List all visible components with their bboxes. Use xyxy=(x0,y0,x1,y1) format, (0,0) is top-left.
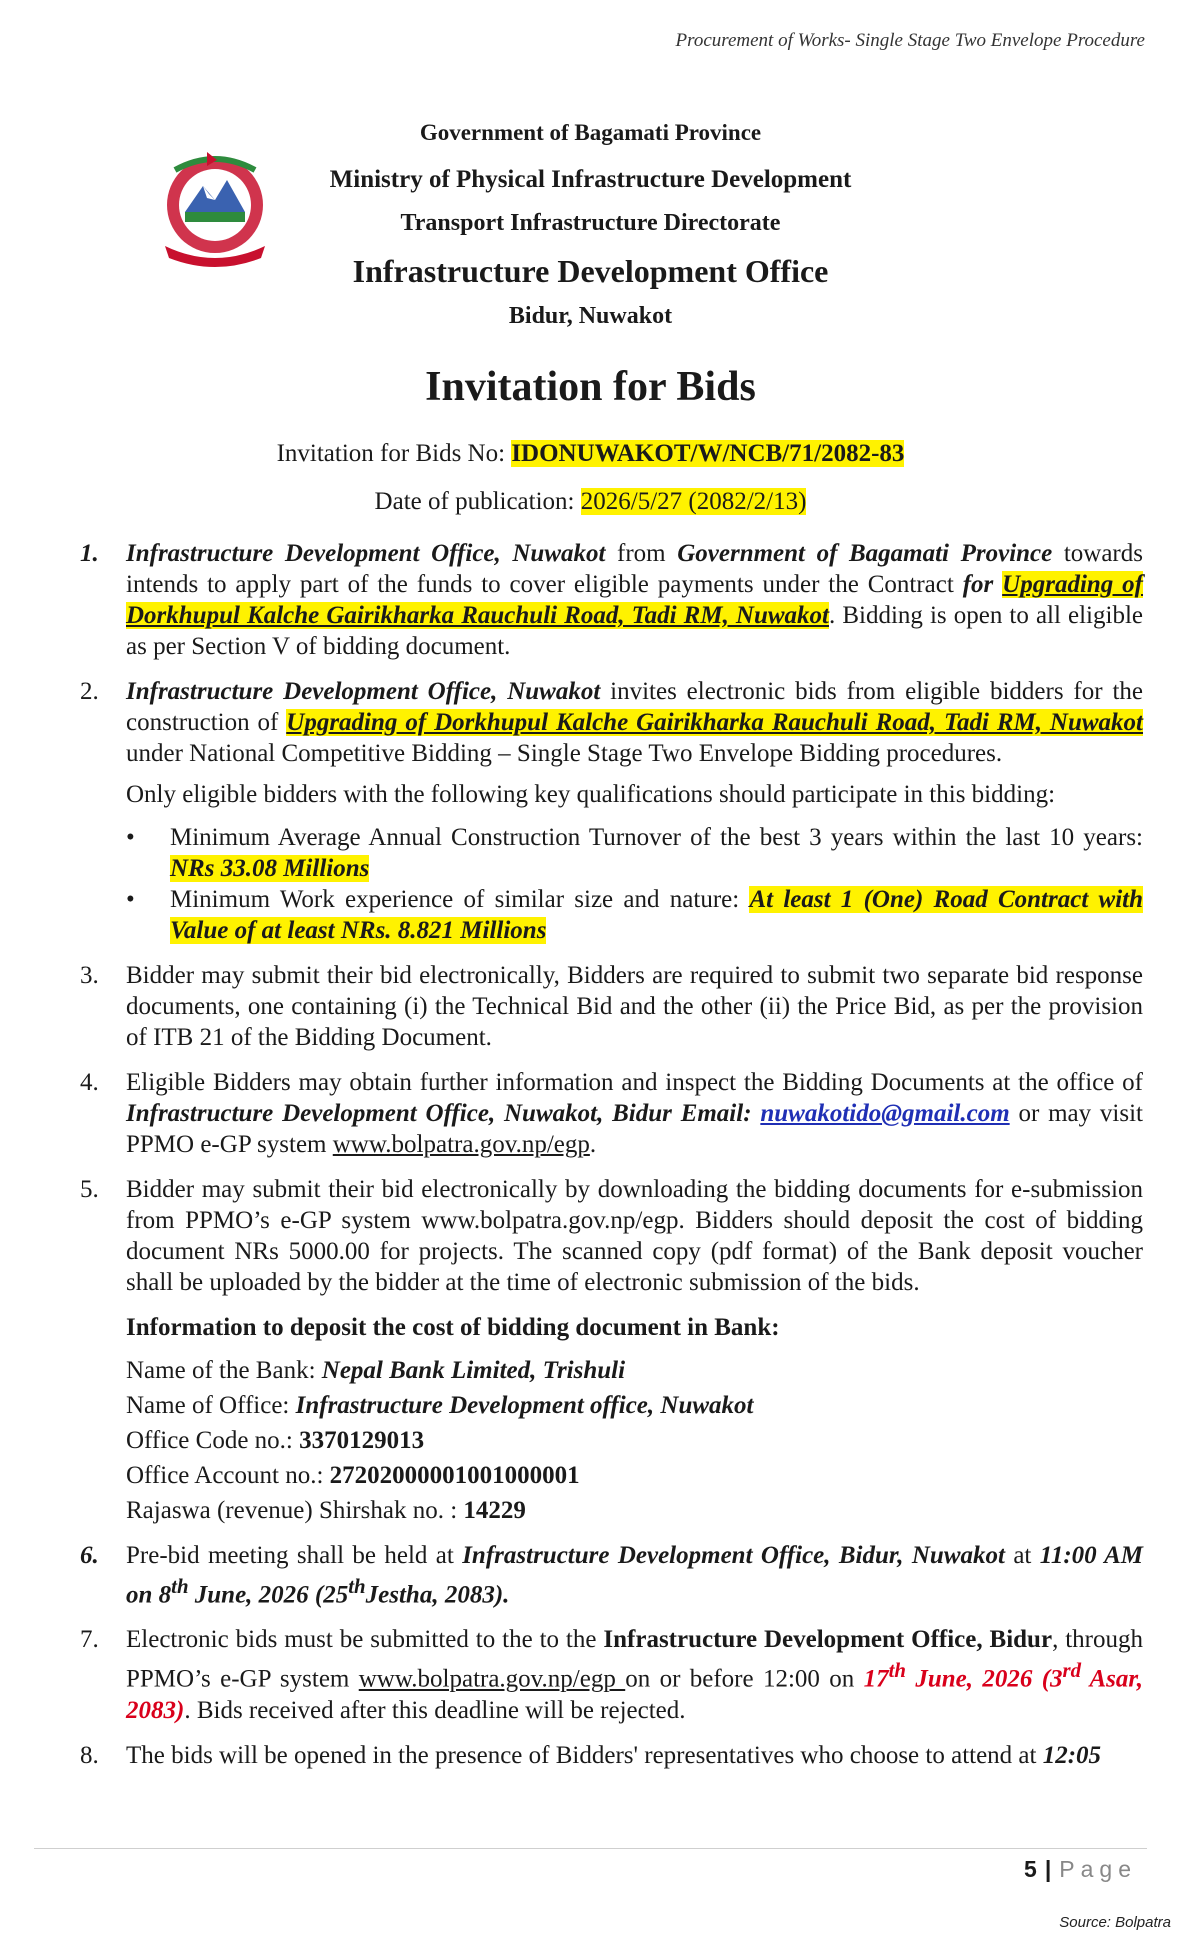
page-number xyxy=(1024,1856,1137,1883)
office-name-value: Infrastructure Development office, Nuwakot xyxy=(295,1392,754,1419)
revenue-value: 14229 xyxy=(463,1497,526,1524)
clause-text: under National Competitive Bidding – Single Stage Two Envelope Bidding procedures. xyxy=(126,740,1003,767)
account-label: Office Account no.: xyxy=(126,1462,330,1489)
qualification-list xyxy=(80,822,1143,946)
revenue-label: Rajaswa (revenue) Shirshak no. : xyxy=(126,1497,464,1524)
clause-7 xyxy=(80,1624,1143,1725)
clause-text: Bidder may submit their bid electronically, Bidders are required to submit two separate bid response documents, one containing (i) the Technical Bid and the other (ii) the Price Bid, as per the provision of ITB 21 of the Bidding Document. xyxy=(126,962,1143,1051)
clause-text: . Bidding is open to all eligible as per Section V of bidding document. xyxy=(126,602,1143,660)
bullet-icon: • xyxy=(126,886,135,913)
revenue-row xyxy=(80,1493,1143,1528)
clause-text: for xyxy=(962,571,1003,598)
clause-3 xyxy=(80,960,1143,1053)
deadline-day: 17 xyxy=(863,1665,889,1693)
clause-number: 4. xyxy=(80,1069,99,1096)
clause-2 xyxy=(80,676,1143,769)
clause-6 xyxy=(80,1540,1143,1610)
account-row xyxy=(80,1458,1143,1493)
ordinal-suffix: th xyxy=(348,1574,366,1598)
bid-conditions xyxy=(80,538,1143,1785)
deadline-date-bs: Asar, 2083) xyxy=(126,1665,1143,1724)
office-name-row xyxy=(80,1388,1143,1423)
clause-number: 5. xyxy=(80,1176,99,1203)
ordinal-suffix: th xyxy=(171,1574,189,1598)
clause-text: from xyxy=(605,540,678,567)
office-code-label: Office Code no.: xyxy=(126,1427,300,1454)
opening-time: 12:05 xyxy=(1042,1741,1102,1769)
page-word: Page xyxy=(1059,1856,1137,1882)
ifb-number-label: Invitation for Bids No: xyxy=(276,440,512,467)
clause-text: , through PPMO’s e-GP system xyxy=(126,1626,1143,1693)
clause-text: or may visit PPMO e-GP system xyxy=(126,1100,1144,1158)
office-contact: Infrastructure Development Office, Nuwakot, Bidur Email: xyxy=(126,1100,761,1127)
meeting-date: June, 2026 (25 xyxy=(188,1581,349,1609)
clause-text: . Bids received after this deadline will be rejected. xyxy=(184,1696,686,1724)
office-name-label: Name of Office: xyxy=(126,1392,296,1419)
clause-number: 8. xyxy=(80,1741,99,1769)
employer-name: Infrastructure Development Office, Nuwakot xyxy=(126,678,601,705)
clause-text: The bids will be opened in the presence of Bidders' representatives who choose to attend at xyxy=(126,1741,1043,1769)
list-item xyxy=(126,884,1143,946)
list-item xyxy=(126,822,1143,884)
letterhead-directorate: Transport Infrastructure Directorate xyxy=(400,210,781,236)
ordinal-suffix: th xyxy=(888,1658,906,1683)
clause-text: on or before 12:00 on xyxy=(625,1665,864,1693)
meeting-date-bs: Jestha, 2083). xyxy=(365,1581,510,1609)
bank-info xyxy=(80,1353,1143,1528)
qualification-text: Minimum Average Annual Construction Turnover of the best 3 years within the last 10 years: xyxy=(170,824,1143,851)
government-name: Government of Bagamati Province xyxy=(677,540,1053,567)
bullet-icon: • xyxy=(126,824,135,851)
letterhead-government: Government of Bagamati Province xyxy=(419,120,762,145)
turnover-value: NRs 33.08 Millions xyxy=(170,855,370,882)
letterhead-location: Bidur, Nuwakot xyxy=(508,303,673,329)
clause-text: Eligible Bidders may obtain further information and inspect the Bidding Documents at the office of xyxy=(126,1069,1143,1096)
meeting-venue: Infrastructure Development Office, Bidur, Nuwakot xyxy=(462,1542,1005,1569)
clause-text: Electronic bids must be submitted to the to the xyxy=(126,1626,604,1654)
publication-date-line xyxy=(0,488,1181,516)
qualification-intro: Only eligible bidders with the following key qualifications should participate in this bidding: xyxy=(126,781,1056,808)
clause-number: 6. xyxy=(80,1542,99,1569)
account-value: 27202000001001000001 xyxy=(329,1462,580,1489)
email-link[interactable]: nuwakotido@gmail.com xyxy=(760,1100,1010,1127)
office-code-row xyxy=(80,1423,1143,1458)
submission-office: Infrastructure Development Office, Bidur xyxy=(603,1626,1053,1654)
clause-number: 3. xyxy=(80,962,99,989)
letterhead-office: Infrastructure Development Office xyxy=(352,253,829,289)
egp-link[interactable]: www.bolpatra.gov.np/egp xyxy=(332,1131,590,1158)
meeting-time: 11:00 AM on 8 xyxy=(126,1542,1144,1609)
page-title: Invitation for Bids xyxy=(425,364,756,410)
clause-text: Pre-bid meeting shall be held at xyxy=(126,1542,463,1569)
clause-text: towards intends to apply part of the funds to cover eligible payments under the Contract xyxy=(126,540,1143,598)
qualification-text: Minimum Work experience of similar size and nature: xyxy=(170,886,750,913)
clause-number: 1. xyxy=(80,540,99,567)
clause-text: Bidder may submit their bid electronically by downloading the bidding documents for e-submission from PPMO’s e-GP system www.bolpatra.gov.np/egp. Bidders should deposit the cost of bidding document NRs 5000.00 for projects. The scanned copy (pdf format) of the Bank deposit voucher shall be uploaded by the bidder at the time of electronic submission of the bids. xyxy=(126,1176,1143,1296)
ifb-number-line xyxy=(0,440,1181,468)
bank-name-value: Nepal Bank Limited, Trishuli xyxy=(321,1357,626,1384)
employer-name: Infrastructure Development Office, Nuwakot xyxy=(126,540,606,567)
clause-4 xyxy=(80,1067,1143,1160)
bank-name-label: Name of the Bank: xyxy=(126,1357,322,1384)
bank-info-heading: Information to deposit the cost of bidding document in Bank: xyxy=(126,1314,780,1341)
experience-value: At least 1 (One) Road Contract with Value of at least NRs. 8.821 Millions xyxy=(170,886,1143,944)
egp-link[interactable]: www.bolpatra.gov.np/egp xyxy=(358,1665,626,1693)
bank-name-row xyxy=(80,1353,1143,1388)
page-number-value: 5 xyxy=(1024,1856,1037,1882)
ordinal-suffix: rd xyxy=(1062,1658,1082,1683)
clause-number: 7. xyxy=(80,1626,99,1654)
publication-date-value: 2026/5/27 (2082/2/13) xyxy=(580,488,807,515)
clause-text: at xyxy=(1004,1542,1040,1569)
deadline-date: June, 2026 (3 xyxy=(905,1665,1063,1693)
clause-5 xyxy=(80,1174,1143,1298)
letterhead-ministry: Ministry of Physical Infrastructure Development xyxy=(329,166,852,193)
clause-text: . xyxy=(589,1131,597,1158)
publication-date-label: Date of publication: xyxy=(374,488,581,515)
source-credit: Source: Bolpatra xyxy=(1059,1914,1171,1931)
contract-name: Upgrading of Dorkhupul Kalche Gairikharka Rauchuli Road, Tadi RM, Nuwakot xyxy=(126,571,1143,629)
footer-divider xyxy=(34,1848,1147,1849)
clause-number: 2. xyxy=(80,678,99,705)
divider-bar: | xyxy=(1044,1856,1052,1882)
office-code-value: 3370129013 xyxy=(299,1427,425,1454)
ifb-number-value: IDONUWAKOT/W/NCB/71/2082-83 xyxy=(511,440,905,467)
running-header: Procurement of Works- Single Stage Two Envelope Procedure xyxy=(675,30,1145,51)
clause-8 xyxy=(80,1740,1143,1771)
clause-text: invites electronic bids from eligible bidders for the construction of xyxy=(126,678,1143,736)
clause-1 xyxy=(80,538,1143,662)
contract-name: Upgrading of Dorkhupul Kalche Gairikharka Rauchuli Road, Tadi RM, Nuwakot xyxy=(286,709,1143,736)
